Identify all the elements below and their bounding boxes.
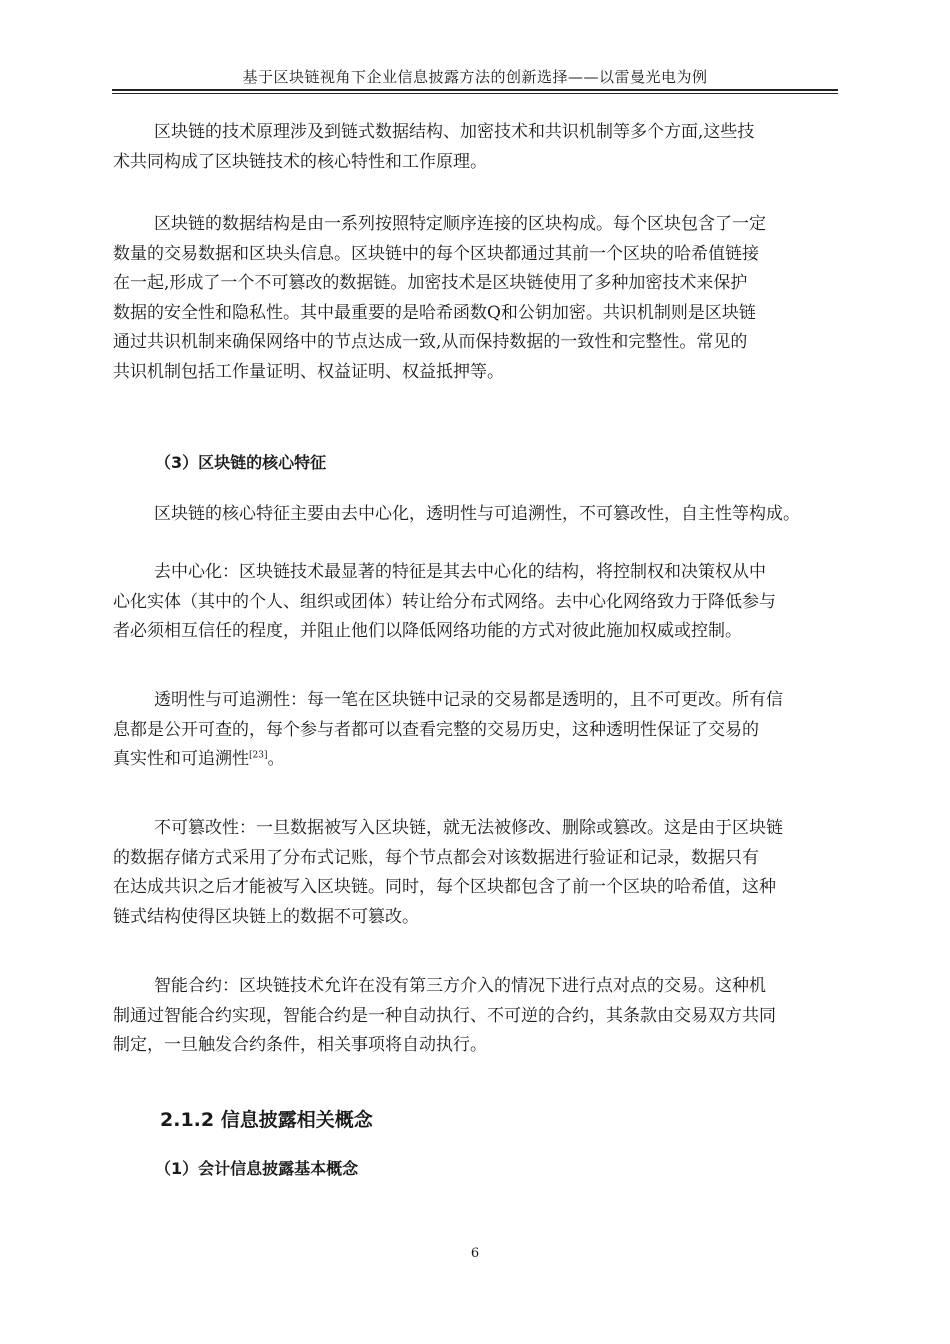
text-line: 区块链的数据结构是由一系列按照特定顺序连接的区块构成。每个区块包含了一定 bbox=[154, 214, 766, 234]
text-line: 术共同构成了区块链技术的核心特性和工作原理。 bbox=[113, 151, 487, 172]
text-line: 智能合约：区块链技术允许在没有第三方介入的情况下进行点对点的交易。这种机 bbox=[154, 976, 766, 996]
text-line: 区块链的核心特征主要由去中心化，透明性与可追溯性，不可篡改性，自主性等构成。 bbox=[154, 504, 800, 524]
text-line: 制定，一旦触发合约条件，相关事项将自动执行。 bbox=[113, 1035, 487, 1055]
text-segment: 真实性和可追溯性 bbox=[113, 749, 249, 769]
running-header-title: 基于区块链视角下企业信息披露方法的创新选择——以雷曼光电为例 bbox=[242, 68, 708, 86]
text-line: 息都是公开可查的，每个参与者都可以查看完整的交易历史，这种透明性保证了交易的 bbox=[113, 719, 759, 740]
text-line: 在一起,形成了一个不可篡改的数据链。加密技术是区块链使用了多种加密技术来保护 bbox=[113, 273, 748, 293]
text-line: 数据的安全性和隐私性。其中最重要的是哈希函数Q和公钥加密。共识机制则是区块链 bbox=[113, 302, 756, 323]
text-line: 区块链的技术原理涉及到链式数据结构、加密技术和共识机制等多个方面,这些技 bbox=[154, 122, 755, 142]
text-line: 通过共识机制来确保网络中的节点达成一致,从而保持数据的一致性和完整性。常见的 bbox=[113, 332, 748, 352]
text-line: 不可篡改性：一旦数据被写入区块链，就无法被修改、删除或篡改。这是由于区块链 bbox=[154, 818, 783, 838]
text-line: 者必须相互信任的程度，并阻止他们以降低网络功能的方式对彼此施加权威或控制。 bbox=[113, 621, 742, 641]
paragraph-core-features-intro bbox=[113, 500, 843, 530]
section-heading: 2.1.2 信息披露相关概念 bbox=[160, 1109, 373, 1131]
paragraph-transparency bbox=[113, 686, 843, 775]
paragraph-data-structure bbox=[113, 210, 843, 387]
paragraph-tech-principle bbox=[113, 118, 843, 177]
text-line: 透明性与可追溯性：每一笔在区块链中记录的交易都是透明的，且不可更改。所有信 bbox=[154, 690, 783, 710]
text-line: 的数据存储方式采用了分布式记账，每个节点都会对该数据进行验证和记录，数据只有 bbox=[113, 847, 759, 868]
paragraph-smart-contracts bbox=[113, 972, 843, 1061]
text-line: 共识机制包括工作量证明、权益证明、权益抵押等。 bbox=[113, 361, 504, 382]
subheading-accounting-disclosure: （1）会计信息披露基本概念 bbox=[155, 1159, 359, 1178]
text-line: 链式结构使得区块链上的数据不可篡改。 bbox=[113, 906, 419, 927]
paragraph-decentralization bbox=[113, 558, 843, 647]
text-line: 去中心化：区块链技术最显著的特征是其去中心化的结构，将控制权和决策权从中 bbox=[154, 562, 766, 582]
subheading-core-features: （3）区块链的核心特征 bbox=[155, 453, 327, 472]
text-line: 制通过智能合约实现，智能合约是一种自动执行、不可逆的合约，其条款由交易双方共同 bbox=[113, 1005, 776, 1026]
text-line: 数量的交易数据和区块头信息。区块链中的每个区块都通过其前一个区块的哈希值链接 bbox=[113, 243, 759, 264]
text-segment: 。 bbox=[267, 749, 285, 769]
page-number: 6 bbox=[470, 1246, 480, 1261]
paragraph-immutability bbox=[113, 814, 843, 932]
text-line: 心化实体（其中的个人、组织或团体）转让给分布式网络。去中心化网络致力于降低参与 bbox=[113, 591, 776, 612]
text-line: 在达成共识之后才能被写入区块链。同时，每个区块都包含了前一个区块的哈希值，这种 bbox=[113, 877, 776, 897]
citation-ref: [23] bbox=[249, 750, 268, 761]
text-line-with-citation bbox=[113, 745, 843, 775]
header-divider bbox=[112, 89, 838, 94]
